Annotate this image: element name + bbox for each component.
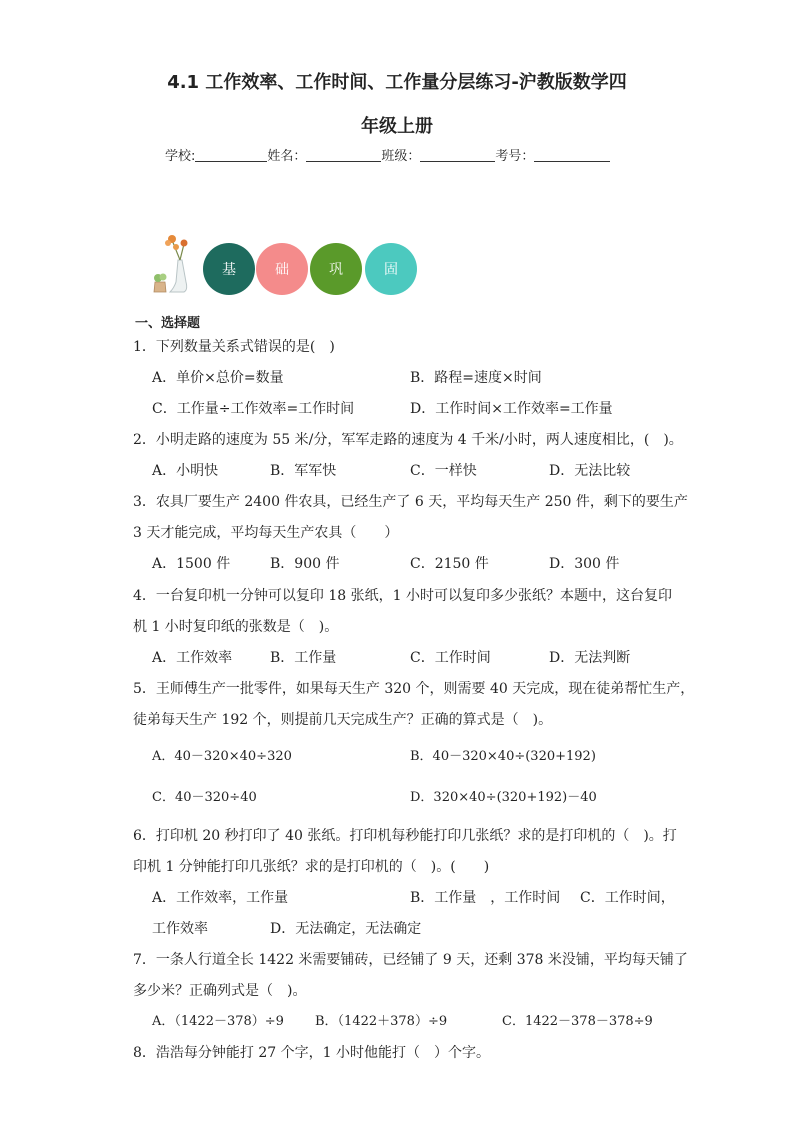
q6-stem-line-1: 6．打印机 20 秒打印了 40 张纸。打印机每秒能打印几张纸？求的是打印机的（ )。打 [133, 828, 677, 844]
q7-option-a: A．（1422－378）÷9 [152, 1014, 284, 1029]
q2-stem: 2．小明走路的速度为 55 米/分，军军走路的速度为 4 千米/小时，两人速度相比，( )。 [133, 432, 683, 448]
badge-gu-label: 固 [384, 262, 398, 278]
q2-option-c: C．一样快 [410, 463, 477, 479]
q5-option-a: A．40－320×40÷320 [152, 749, 292, 764]
q2-option-d: D．无法比较 [549, 463, 631, 479]
q5-option-b: B．40－320×40÷(320+192) [410, 749, 596, 764]
q6-option-b: B．工作量 ，工作时间 [410, 890, 561, 906]
q5-stem-line-2: 徒弟每天生产 192 个，则提前几天完成生产？正确的算式是（ )。 [133, 712, 553, 728]
q3-option-b: B．900 件 [270, 556, 340, 572]
q1-stem: 1．下列数量关系式错误的是( ) [133, 339, 335, 355]
number-blank [534, 149, 610, 162]
q1-option-c: C．工作量÷工作效率=工作时间 [152, 401, 355, 417]
student-info-row [165, 145, 610, 164]
q4-option-d: D．无法判断 [549, 650, 631, 666]
name-label: 姓名： [267, 149, 307, 164]
title-line-1: 4.1 工作效率、工作时间、工作量分层练习-沪教版数学四 [167, 72, 627, 93]
q5-option-d: D．320×40÷(320+192)－40 [410, 790, 597, 805]
q3-stem-line-2: 3 天才能完成，平均每天生产农具（ ） [133, 525, 399, 541]
school-blank [195, 149, 267, 162]
q6-option-c: C．工作时间， [580, 890, 675, 906]
q1-option-a: A．单价×总价=数量 [152, 370, 284, 386]
school-label: 学校: [165, 149, 196, 164]
class-label: 班级： [381, 149, 421, 164]
q7-stem-line-2: 多少米？正确列式是（ )。 [133, 983, 307, 999]
q2-option-b: B．军军快 [270, 463, 337, 479]
badge-gong-label: 巩 [329, 262, 343, 278]
q5-option-c: C．40－320÷40 [152, 790, 257, 805]
badge-chu [256, 243, 308, 295]
q6-option-c-cont: 工作效率 [152, 921, 208, 937]
q1-option-d: D．工作时间×工作效率=工作量 [410, 401, 613, 417]
q4-option-a: A．工作效率 [152, 650, 233, 666]
plant-vase-icon [150, 232, 192, 294]
q7-stem-line-1: 7．一条人行道全长 1422 米需要铺砖，已经铺了 9 天，还剩 378 米没铺，平均每天铺了 [133, 952, 688, 968]
q4-stem-line-1: 4．一台复印机一分钟可以复印 18 张纸，1 小时可以复印多少张纸？本题中，这台复印 [133, 588, 672, 604]
badge-chu-label: 础 [275, 262, 289, 278]
name-blank [306, 149, 381, 162]
q6-option-d: D．无法确定，无法确定 [270, 921, 422, 937]
q6-option-a: A．工作效率，工作量 [152, 890, 289, 906]
q7-option-c: C．1422－378－378÷9 [502, 1014, 653, 1029]
class-blank [420, 149, 495, 162]
q3-option-a: A．1500 件 [152, 556, 231, 572]
q2-option-a: A．小明快 [152, 463, 219, 479]
number-label: 考号： [495, 149, 535, 164]
q3-option-c: C．2150 件 [410, 556, 489, 572]
q4-option-b: B．工作量 [270, 650, 337, 666]
badge-ji-label: 基 [222, 262, 236, 278]
q1-option-b: B．路程=速度×时间 [410, 370, 542, 386]
q8-stem: 8．浩浩每分钟能打 27 个字，1 小时他能打（ ）个字。 [133, 1045, 490, 1061]
q4-stem-line-2: 机 1 小时复印纸的张数是（ )。 [133, 619, 339, 635]
q7-option-b: B．（1422＋378）÷9 [315, 1014, 448, 1029]
q3-stem-line-1: 3．农具厂要生产 2400 件农具，已经生产了 6 天，平均每天生产 250 件，剩下的要生产 [133, 494, 688, 510]
q6-stem-line-2: 印机 1 分钟能打印几张纸？求的是打印机的（ )。( ) [133, 859, 490, 875]
q5-stem-line-1: 5．王师傅生产一批零件，如果每天生产 320 个，则需要 40 天完成，现在徒弟帮忙生产， [133, 681, 695, 697]
badge-gu [365, 243, 417, 295]
badge-gong [310, 243, 362, 295]
title-line-2: 年级上册 [361, 116, 433, 137]
badge-ji [203, 243, 255, 295]
q4-option-c: C．工作时间 [410, 650, 491, 666]
section-title: 一、选择题 [135, 316, 201, 331]
q3-option-d: D．300 件 [549, 556, 620, 572]
